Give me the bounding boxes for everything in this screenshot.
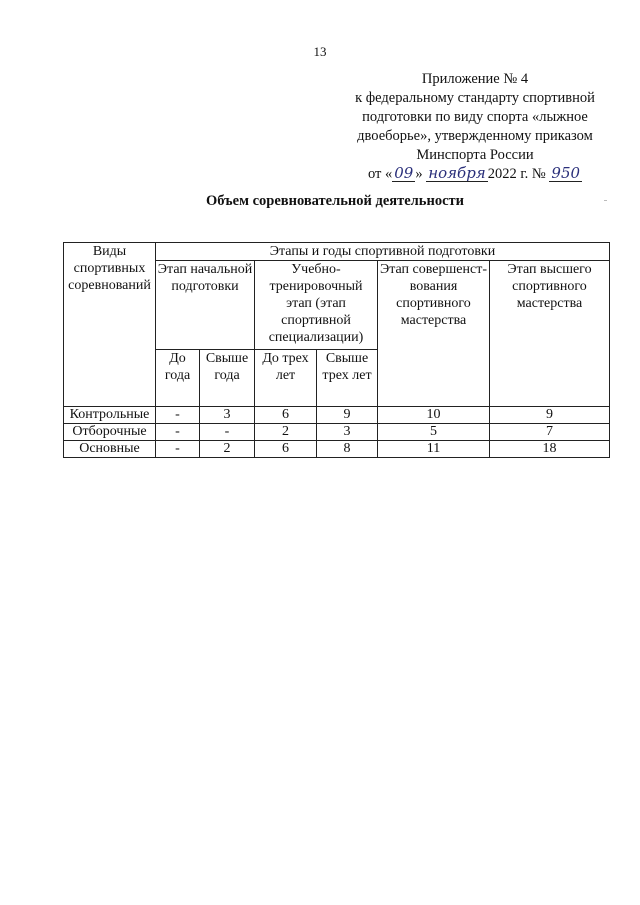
subheader-upto-year: До года — [156, 350, 200, 407]
cell-value: 11 — [378, 441, 490, 458]
cell-value: 18 — [490, 441, 610, 458]
header-stage-initial: Этап начальной подготовки — [156, 261, 255, 350]
cell-value: - — [156, 407, 200, 424]
order-prefix: от « — [367, 166, 393, 182]
order-month-handwritten: ноября — [428, 164, 486, 182]
subheader-over-three-years: Свыше трех лет — [317, 350, 378, 407]
table-row — [64, 407, 610, 424]
cell-value: 2 — [255, 424, 317, 441]
cell-value: 9 — [490, 407, 610, 424]
order-day-handwritten: 09 — [394, 164, 414, 182]
cell-value: 2 — [200, 441, 255, 458]
row-kind: Контрольные — [64, 407, 156, 424]
appendix-header — [330, 70, 620, 184]
page-number: 13 — [313, 44, 327, 59]
competition-volume-table — [63, 242, 610, 458]
cell-value: 10 — [378, 407, 490, 424]
cell-value: 8 — [317, 441, 378, 458]
order-mid: » — [415, 166, 423, 182]
table-row — [64, 424, 610, 441]
table-row — [64, 441, 610, 458]
header-stage-higher: Этап высшего спортивного мастерства — [490, 261, 610, 407]
appendix-line-1: Приложение № 4 — [421, 71, 529, 87]
scan-speck — [604, 200, 607, 201]
cell-value: 3 — [317, 424, 378, 441]
appendix-line-2: к федеральному стандарту спортивной — [355, 90, 595, 106]
header-training-stages: Этапы и годы спортивной подготовки — [156, 243, 610, 261]
header-competition-kinds: Виды спортивных соревнований — [64, 243, 156, 407]
cell-value: 6 — [255, 441, 317, 458]
order-year: 2022 г. № — [487, 166, 546, 182]
cell-value: - — [200, 424, 255, 441]
cell-value: 6 — [255, 407, 317, 424]
document-title: Объем соревновательной деятельности — [206, 193, 464, 209]
appendix-line-3: подготовки по виду спорта «лыжное — [362, 109, 588, 125]
cell-value: 5 — [378, 424, 490, 441]
header-stage-training: Учебно-тренировочный этап (этап спортивной специализации) — [255, 261, 378, 350]
cell-value: 7 — [490, 424, 610, 441]
cell-value: - — [156, 441, 200, 458]
subheader-upto-three-years: До трех лет — [255, 350, 317, 407]
order-number-handwritten: 950 — [551, 164, 581, 182]
cell-value: 9 — [317, 407, 378, 424]
cell-value: 3 — [200, 407, 255, 424]
order-line — [330, 165, 620, 184]
appendix-line-5: Минспорта России — [416, 147, 534, 163]
subheader-over-year: Свыше года — [200, 350, 255, 407]
header-stage-improvement: Этап совершенст-вования спортивного мастерства — [378, 261, 490, 407]
appendix-line-4: двоеборье», утвержденному приказом — [357, 128, 593, 144]
cell-value: - — [156, 424, 200, 441]
row-kind: Отборочные — [64, 424, 156, 441]
row-kind: Основные — [64, 441, 156, 458]
